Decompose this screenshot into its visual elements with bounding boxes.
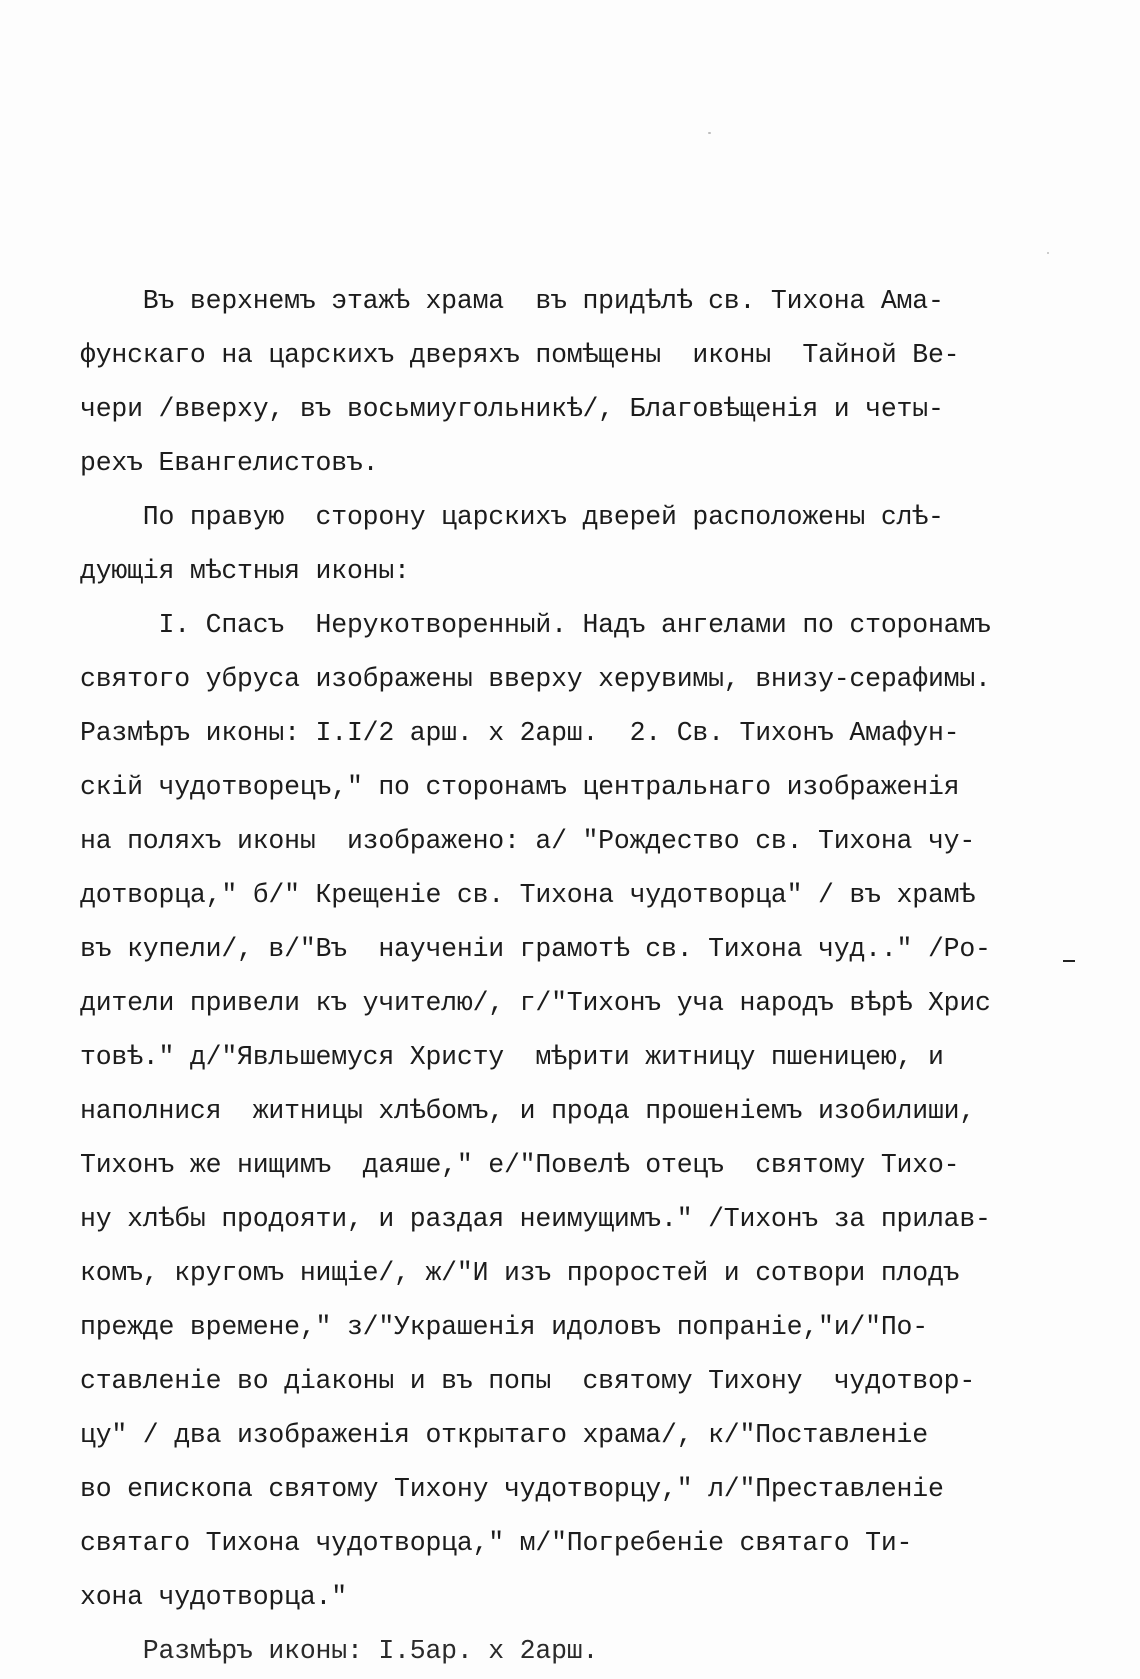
text-line: Въ верхнемъ этажѣ храма въ придѣлѣ св. Тихона Ама- xyxy=(80,286,944,316)
text-line: цу" / два изображенія открытаго храма/, к/"Поставленіе xyxy=(80,1420,928,1450)
text-line: товѣ." д/"Явльшемуся Христу мѣрити житницу пшеницею, и xyxy=(80,1042,944,1072)
text-line: фунскаго на царскихъ дверяхъ помѣщены иконы Тайной Ве- xyxy=(80,340,960,370)
text-line: въ купели/, в/"Въ наученіи грамотѣ св. Тихона чуд.." /Ро- xyxy=(80,934,991,964)
typescript-body xyxy=(80,274,1080,1678)
text-line: дители привели къ учителю/, г/"Тихонъ уча народъ вѣрѣ Хрис xyxy=(80,988,991,1018)
text-line: ставленіе во діаконы и въ попы святому Тихону чудотвор- xyxy=(80,1366,976,1396)
text-line: на поляхъ иконы изображено: а/ "Рождество св. Тихона чу- xyxy=(80,826,976,856)
text-line: хона чудотворца." xyxy=(80,1582,347,1612)
text-line: Размѣръ иконы: I.5ар. х 2арш. xyxy=(80,1636,599,1666)
margin-hyphen-mark xyxy=(1063,960,1075,962)
text-line: дотворца," б/" Крещеніе св. Тихона чудотворца" / въ храмѣ xyxy=(80,880,976,910)
text-line: чери /вверху, въ восьмиугольникѣ/, Благовѣщенія и четы- xyxy=(80,394,944,424)
text-line: святого убруса изображены вверху херувимы, внизу-серафимы. xyxy=(80,664,991,694)
text-line: во епископа святому Тихону чудотворцу," л/"Преставленіе xyxy=(80,1474,944,1504)
text-line: Размѣръ иконы: I.I/2 арш. х 2арш. 2. Св. Тихонъ Амафун- xyxy=(80,718,960,748)
text-line: дующія мѣстныя иконы: xyxy=(80,556,410,586)
text-line: рехъ Евангелистовъ. xyxy=(80,448,379,478)
text-line: святаго Тихона чудотворца," м/"Погребеніе святаго Ти- xyxy=(80,1528,913,1558)
text-line: По правую сторону царскихъ дверей расположены слѣ- xyxy=(80,502,944,532)
paper-speck xyxy=(1047,252,1049,254)
text-line: скій чудотворецъ," по сторонамъ центральнаго изображенія xyxy=(80,772,960,802)
text-line: ну хлѣбы продояти, и раздая неимущимъ." /Тихонъ за прилав- xyxy=(80,1204,991,1234)
text-line: Тихонъ же нищимъ даяше," е/"Повелѣ отецъ святому Тихо- xyxy=(80,1150,960,1180)
paper-speck xyxy=(708,132,711,134)
text-line: I. Спасъ Нерукотворенный. Надъ ангелами по сторонамъ xyxy=(80,610,991,640)
text-line: прежде времене," з/"Украшенія идоловъ попраніе,"и/"По- xyxy=(80,1312,928,1342)
text-line: комъ, кругомъ нищіе/, ж/"И изъ проростей и сотвори плодъ xyxy=(80,1258,960,1288)
text-line: наполнися житницы хлѣбомъ, и прода прошеніемъ изобилиши, xyxy=(80,1096,976,1126)
